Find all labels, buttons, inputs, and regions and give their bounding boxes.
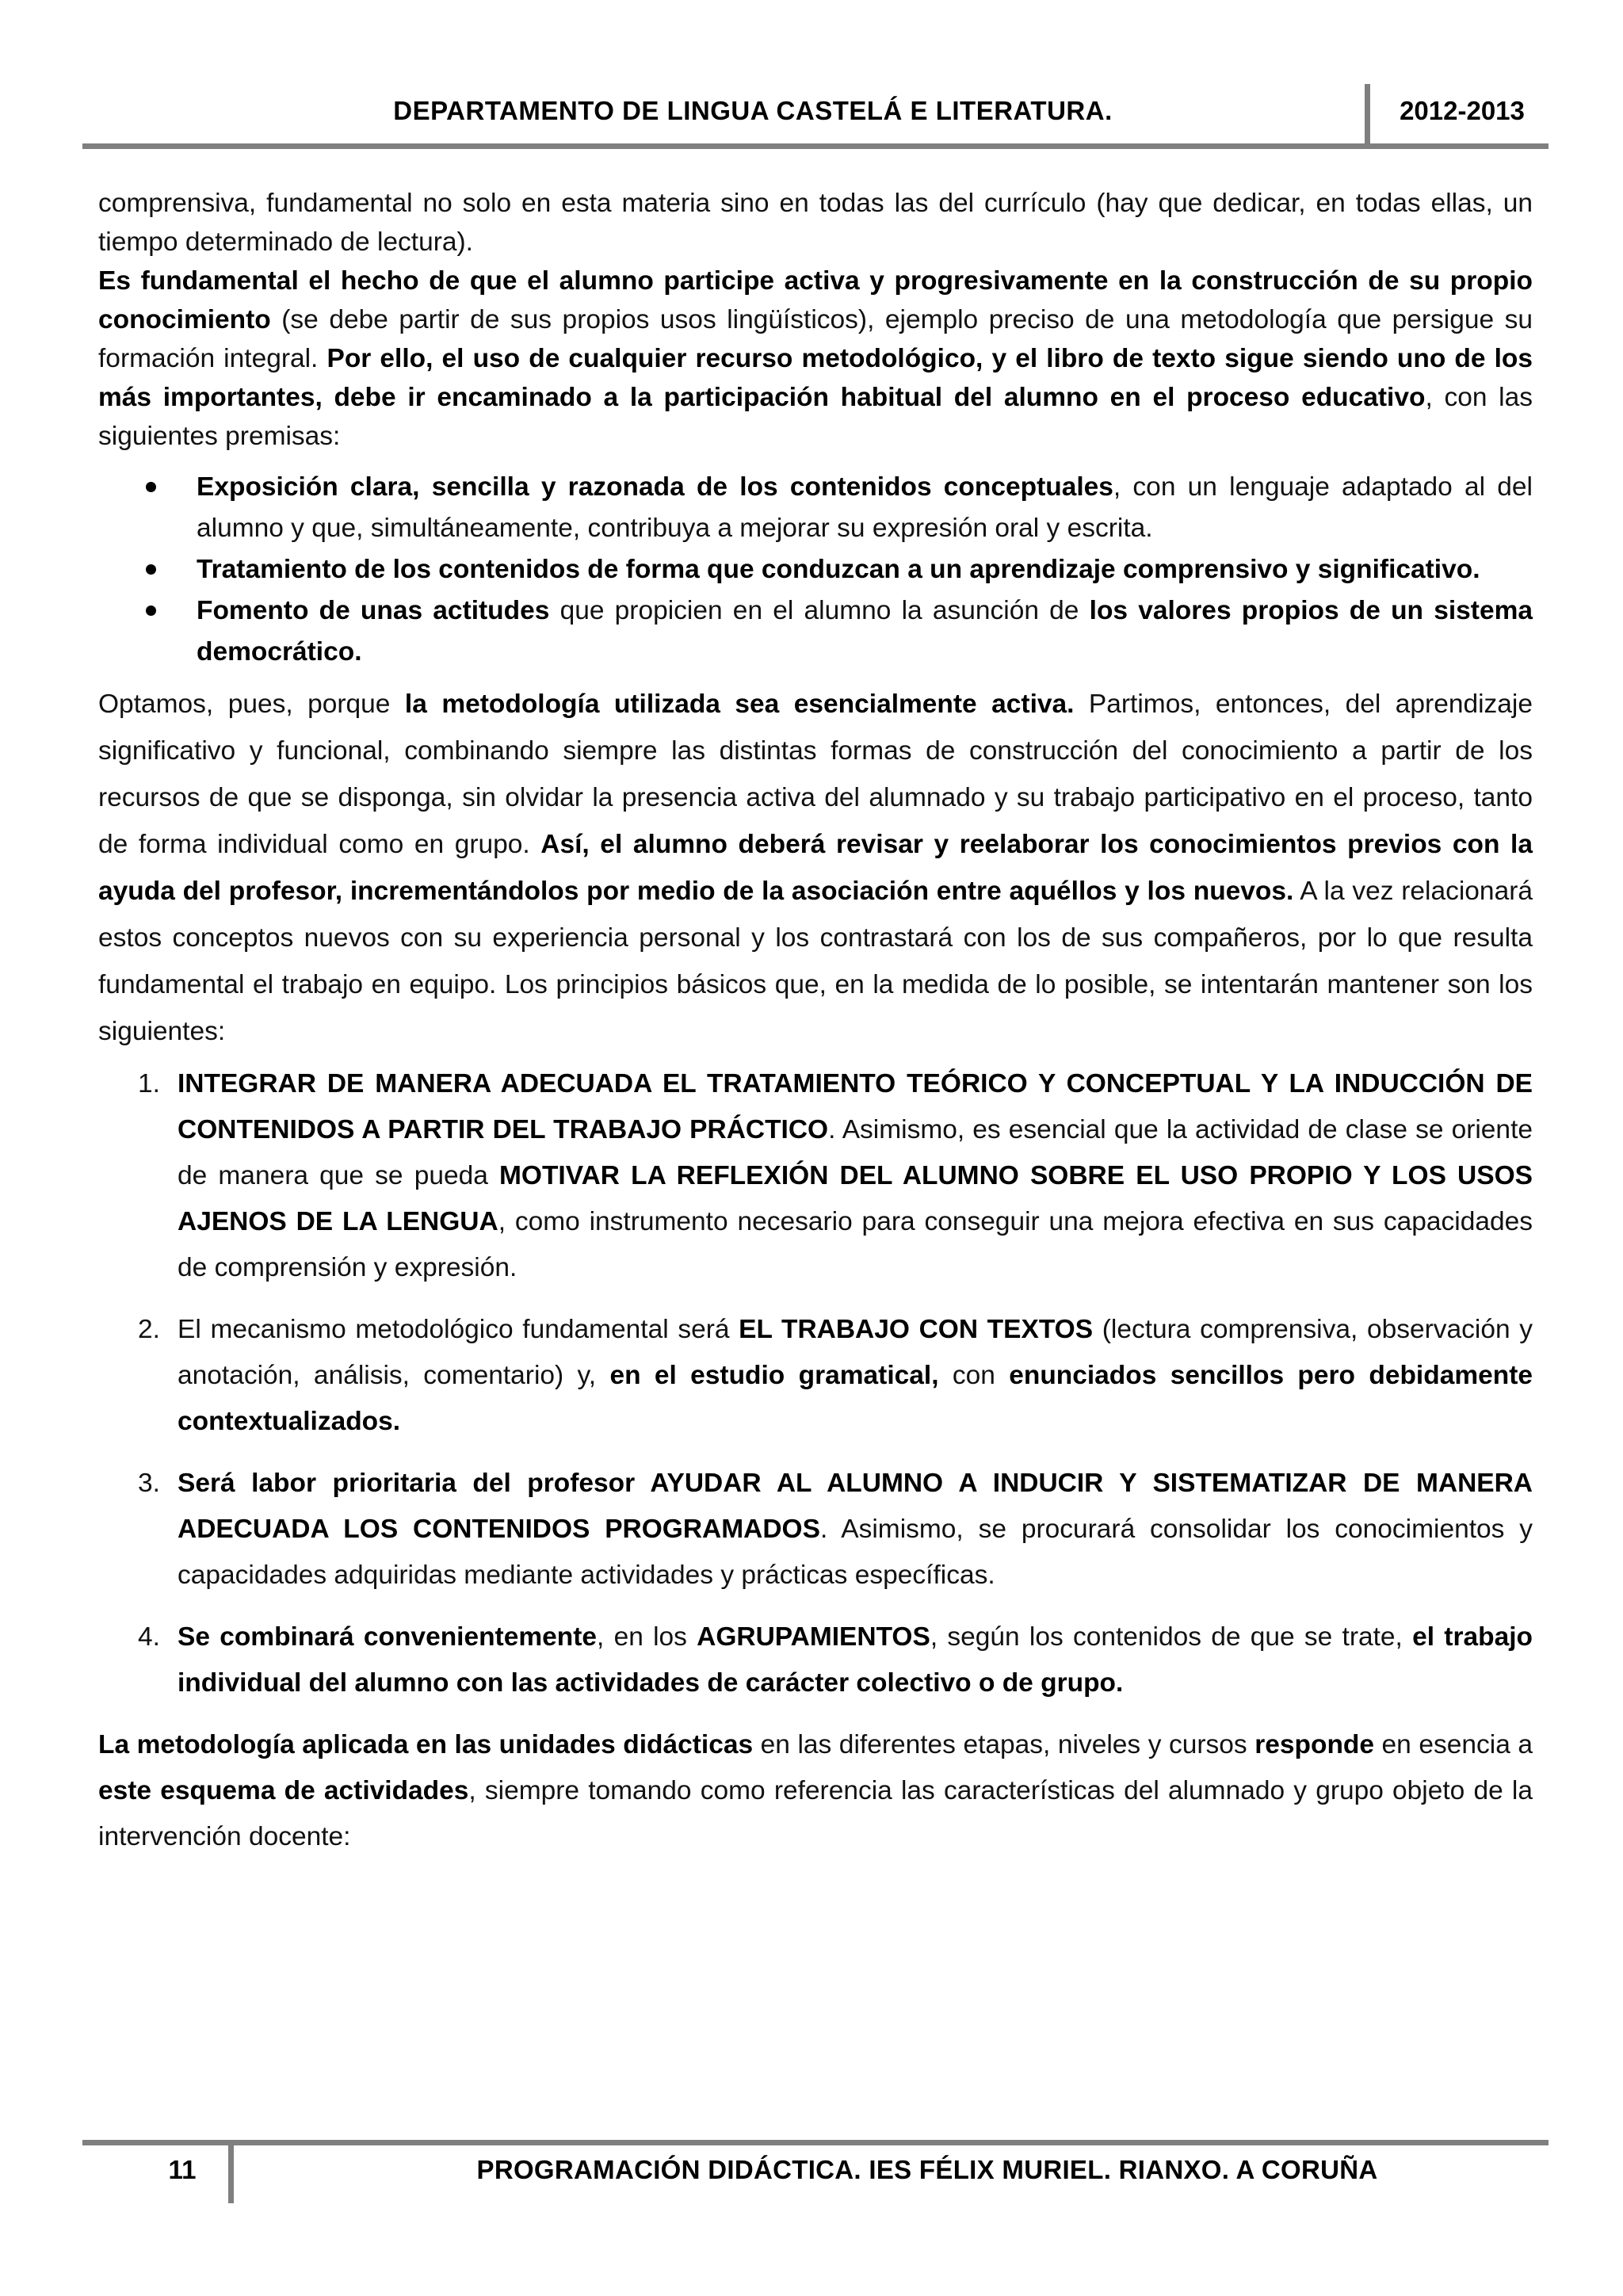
principle-4-bold-1: Se combinará convenientemente <box>178 1622 598 1652</box>
premise-1-bold: Exposición clara, sencilla y razonada de los contenidos conceptuales <box>197 472 1113 502</box>
principle-3-text-1: . Asimismo, se procurará consolidar los conocimientos y capacidades adquiridas mediante actividades y prácticas específicas. <box>178 1515 1533 1590</box>
paragraph-4-text-1: en las diferentes etapas, niveles y cursos <box>753 1730 1255 1759</box>
header-department: DEPARTAMENTO DE LINGUA CASTELÁ E LITERATURA. <box>393 96 1113 125</box>
paragraph-2-text-2: , con las siguientes premisas: <box>98 383 1533 451</box>
paragraph-4-bold-1: La metodología aplicada en las unidades didácticas <box>98 1730 754 1759</box>
paragraph-3-text-2: Partimos, entonces, del aprendizaje significativo y funcional, combinando siempre las distintas formas de construcción del conocimiento a partir de los recursos de que se disponga, sin olvidar la presencia activa del alumnado y su trabajo participativo en el proceso, tanto de forma individual como en grupo. <box>98 690 1533 859</box>
principle-4-text-2: , según los contenidos de que se trate, <box>930 1622 1413 1652</box>
principle-3-bold-1: Será labor prioritaria del profesor AYUDAR AL ALUMNO A INDUCIR Y SISTEMATIZAR DE MANERA ADECUADA LOS CONTENIDOS PROGRAMADOS <box>178 1469 1533 1544</box>
paragraph-4-text-2: en esencia a <box>1374 1730 1533 1759</box>
principle-2-bold-1: EL TRABAJO CON TEXTOS <box>739 1315 1094 1344</box>
principle-2-bold-2: en el estudio gramatical, <box>609 1361 939 1390</box>
principle-item-2 <box>98 1307 1533 1445</box>
premises-list <box>98 467 1533 673</box>
paragraph-3-text-3: A la vez relacionará estos conceptos nuevos con su experiencia personal y los contrastará con los de sus compañeros, por lo que resulta fundamental el trabajo en equipo. Los principios básicos que, en la medida de lo posible, se intentarán mantener son los siguientes: <box>98 877 1533 1046</box>
premise-3-bold-1: Fomento de unas actitudes <box>197 596 550 625</box>
paragraph-4-text-3: , siempre tomando como referencia las características del alumnado y grupo objeto de la intervención docente: <box>98 1776 1533 1851</box>
principle-4-bold-3: el trabajo individual del alumno con las actividades de carácter colectivo o de grupo. <box>178 1622 1533 1698</box>
premise-1-text: , con un lenguaje adaptado al del alumno y que, simultáneamente, contribuya a mejorar su expresión oral y escrita. <box>197 472 1533 543</box>
principle-1-bold-2: MOTIVAR LA REFLEXIÓN DEL ALUMNO SOBRE EL USO PROPIO Y LOS USOS AJENOS DE LA LENGUA <box>178 1161 1533 1236</box>
paragraph-1 <box>98 184 1533 262</box>
principle-item-1 <box>98 1061 1533 1291</box>
paragraph-2-text-1: (se debe partir de sus propios usos lingüísticos), ejemplo preciso de una metodología que persigue su formación integral. <box>98 305 1533 373</box>
paragraph-2-bold-2: Por ello, el uso de cualquier recurso metodológico, y el libro de texto sigue siendo uno de los más importantes, debe ir encaminado a la participación habitual del alumno en el proceso educativo <box>98 344 1533 412</box>
principle-1-text-1: . Asimismo, es esencial que la actividad de clase se oriente de manera que se pueda <box>178 1115 1533 1190</box>
principle-2-text-2: (lectura comprensiva, observación y anotación, análisis, comentario) y, <box>178 1315 1533 1390</box>
premise-item-1 <box>98 467 1533 549</box>
paragraph-4-bold-2: responde <box>1254 1730 1375 1759</box>
principles-list <box>98 1061 1533 1706</box>
paragraph-3-bold-1: la metodología utilizada sea esencialmente activa. <box>404 690 1075 719</box>
principle-1-text-2: , como instrumento necesario para conseguir una mejora efectiva en sus capacidades de comprensión y expresión. <box>178 1207 1533 1282</box>
footer-divider <box>228 2140 234 2203</box>
principle-item-4 <box>98 1614 1533 1706</box>
paragraph-3-bold-2: Así, el alumno deberá revisar y reelaborar los conocimientos previos con la ayuda del profesor, incrementándolos por medio de la asociación entre aquéllos y los nuevos. <box>98 830 1533 906</box>
paragraph-3-text-1: Optamos, pues, porque <box>98 690 405 719</box>
paragraph-2 <box>98 262 1533 456</box>
principle-item-3 <box>98 1461 1533 1599</box>
premise-item-2 <box>98 549 1533 590</box>
header-rule <box>82 143 1549 149</box>
principle-2-text-1: El mecanismo metodológico fundamental será <box>178 1315 739 1344</box>
principle-4-bold-2: AGRUPAMIENTOS <box>697 1622 930 1652</box>
principle-2-text-3: con <box>938 1361 1010 1390</box>
principle-2-number: 2. <box>138 1315 160 1344</box>
principle-1-bold-1: INTEGRAR DE MANERA ADECUADA EL TRATAMIENTO TEÓRICO Y CONCEPTUAL Y LA INDUCCIÓN DE CONTENIDOS A PARTIR DEL TRABAJO PRÁCTICO <box>178 1069 1533 1144</box>
principle-3-number: 3. <box>138 1469 160 1498</box>
paragraph-3 <box>98 681 1533 1055</box>
page-number: 11 <box>168 2155 197 2184</box>
premise-item-3 <box>98 590 1533 673</box>
footer-rule <box>82 2140 1549 2145</box>
paragraph-4-bold-3: este esquema de actividades <box>98 1776 469 1805</box>
header-year: 2012-2013 <box>1400 96 1525 125</box>
paragraph-4 <box>98 1722 1533 1860</box>
paragraph-1-text: comprensiva, fundamental no solo en esta materia sino en todas las del currículo (hay que dedicar, en todas ellas, un tiempo determinado de lectura). <box>98 189 1533 257</box>
premise-2-bold: Tratamiento de los contenidos de forma que conduzcan a un aprendizaje comprensivo y significativo. <box>197 555 1480 584</box>
principle-4-number: 4. <box>138 1622 160 1652</box>
page-body <box>98 184 1533 1860</box>
paragraph-2-bold-1: Es fundamental el hecho de que el alumno participe activa y progresivamente en la construcción de su propio conocimiento <box>98 266 1533 334</box>
principle-2-bold-3: enunciados sencillos pero debidamente contextualizados. <box>178 1361 1533 1436</box>
premise-3-bold-2: los valores propios de un sistema democrático. <box>197 596 1533 667</box>
premise-3-text: que propicien en el alumno la asunción de <box>549 596 1090 625</box>
principle-4-text-1: , en los <box>597 1622 697 1652</box>
principle-1-number: 1. <box>138 1069 160 1098</box>
footer-title: PROGRAMACIÓN DIDÁCTICA. IES FÉLIX MURIEL. RIANXO. A CORUÑA <box>476 2155 1378 2184</box>
